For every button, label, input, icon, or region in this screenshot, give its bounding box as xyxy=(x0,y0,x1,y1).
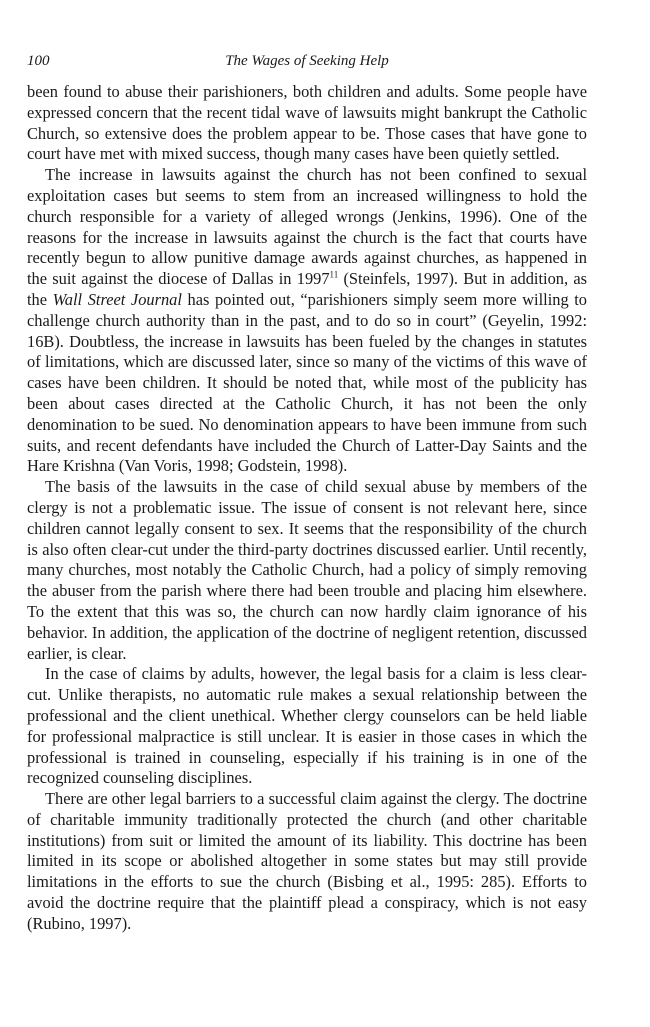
publication-title: Wall Street Journal xyxy=(52,289,182,309)
body-text xyxy=(27,82,587,935)
footnote-marker-11: 11 xyxy=(329,269,339,280)
paragraph-2-text-1: The increase in lawsuits against the church has not been confined to sexual exploitation cases but seems to stem from an increased willingness to hold the church responsible for a variety of alleged wrongs (Jenkins, 1996). One of the reasons for the increase in lawsuits against the church is the fact that courts have recently begun to allow punitive damage awards against churches, as happened in the suit against the diocese of Dallas in 1997 xyxy=(27,165,587,289)
paragraph-5: There are other legal barriers to a successful claim against the clergy. The doctrine of charitable immunity traditionally protected the church (and other charitable institutions) from suit or limited the amount of its liability. This doctrine has been limited in its scope or abolished altogether in some states but may still provide limitations in the efforts to sue the church (Bisbing et al., 1995: 285). Efforts to avoid the doctrine require that the plaintiff plead a conspiracy, which is not easy (Rubino, 1997). xyxy=(27,789,587,933)
running-title: The Wages of Seeking Help xyxy=(225,53,389,69)
paragraph-4: In the case of claims by adults, however, the legal basis for a claim is less clear-cut. Unlike therapists, no automatic rule makes a sexual relationship between the professional and the client unethical. Whether clergy counselors can be held liable for professional malpractice is still unclear. It is easier in those cases in which the professional is trained in counseling, especially if his training is in one of the recognized counseling disciplines. xyxy=(27,664,587,788)
running-head xyxy=(27,50,587,72)
paragraph-2-text-2: (Steinfels, 1997). But in addition, as the xyxy=(27,269,587,309)
paragraph-3: The basis of the lawsuits in the case of child sexual abuse by members of the clergy is not a problematic issue. The issue of consent is not relevant here, since children cannot legally consent to sex. It seems that the responsibility of the church is also often clear-cut under the third-party doctrines discussed earlier. Until recently, many churches, most notably the Catholic Church, had a policy of simply removing the abuser from the parish where there had been trouble and placing him elsewhere. To the extent that this was so, the church can now hardly claim ignorance of his behavior. In addition, the application of the doctrine of negligent retention, discussed earlier, is clear. xyxy=(27,477,587,663)
book-page xyxy=(27,50,587,935)
paragraph-1: been found to abuse their parishioners, both children and adults. Some people have expressed concern that the recent tidal wave of lawsuits might bankrupt the Catholic Church, so extensive does the problem appear to be. Those cases that have gone to court have met with mixed success, though many cases have been quietly settled. xyxy=(27,82,587,164)
page-number: 100 xyxy=(27,53,50,69)
paragraph-2 xyxy=(27,165,587,477)
paragraph-2-text-3: has pointed out, “parishioners simply seem more willing to challenge church authority than in the past, and to do so in court” (Geyelin, 1992: 16B). Doubtless, the increase in lawsuits has been fueled by the changes in statutes of limitations, which are discussed later, since so many of the victims of this wave of cases have been children. It should be noted that, while most of the publicity has been about cases directed at the Catholic Church, it has not been the only denomination to be sued. No denomination appears to have been immune from such suits, and recent defendants have included the Church of Latter-Day Saints and the Hare Krishna (Van Voris, 1998; Godstein, 1998). xyxy=(27,289,587,476)
